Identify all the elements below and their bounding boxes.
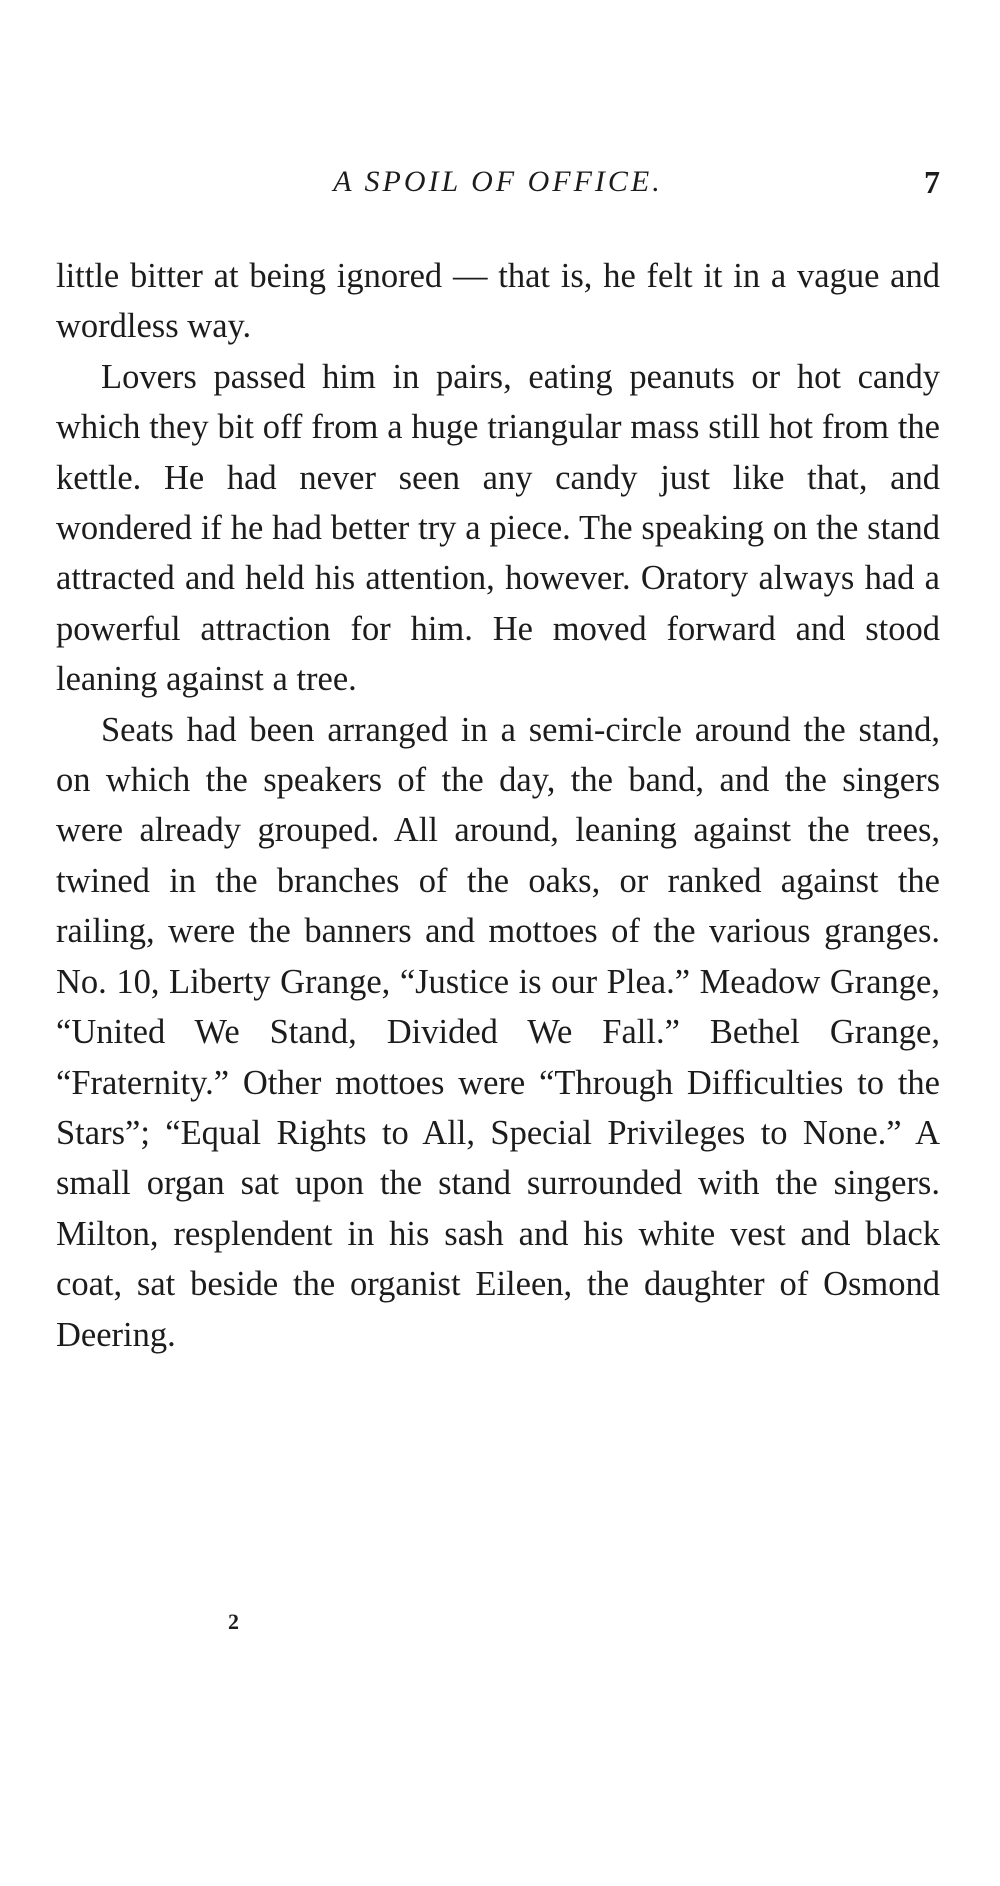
running-title: A SPOIL OF OFFICE.	[333, 165, 663, 198]
body-text	[56, 251, 940, 1360]
paragraph-continued: little bitter at being ignored — that is, he felt it in a vague and wordless way.	[56, 257, 940, 346]
paragraph-lovers: Lovers passed him in pairs, eating peanuts or hot candy which they bit off from a huge triangular mass still hot from the kettle. He had never seen any candy just like that, and wondered if he had better try a piece. The speaking on the stand attracted and held his attention, however. Oratory always had a powerful attraction for him. He moved forward and stood leaning against a tree.	[56, 357, 940, 699]
signature-mark: 2	[228, 1609, 239, 1634]
page-header	[56, 160, 940, 210]
page-number: 7	[924, 164, 940, 200]
paragraph-seats: Seats had been arranged in a semi-circle around the stand, on which the speakers of the day, the band, and the singers were already grouped. All around, leaning against the trees, twined in the branches of the oaks, or ranked against the railing, were the banners and mottoes of the various granges. No. 10, Liberty Grange, “Justice is our Plea.” Meadow Grange, “United We Stand, Divided We Fall.” Bethel Grange, “Fraternity.” Other mottoes were “Through Difficulties to the Stars”; “Equal Rights to All, Special Privileges to None.” A small organ sat upon the stand surrounded with the singers. Milton, resplendent in his sash and his white vest and black coat, sat beside the organist Eileen, the daughter of Osmond Deering.	[56, 710, 940, 1354]
